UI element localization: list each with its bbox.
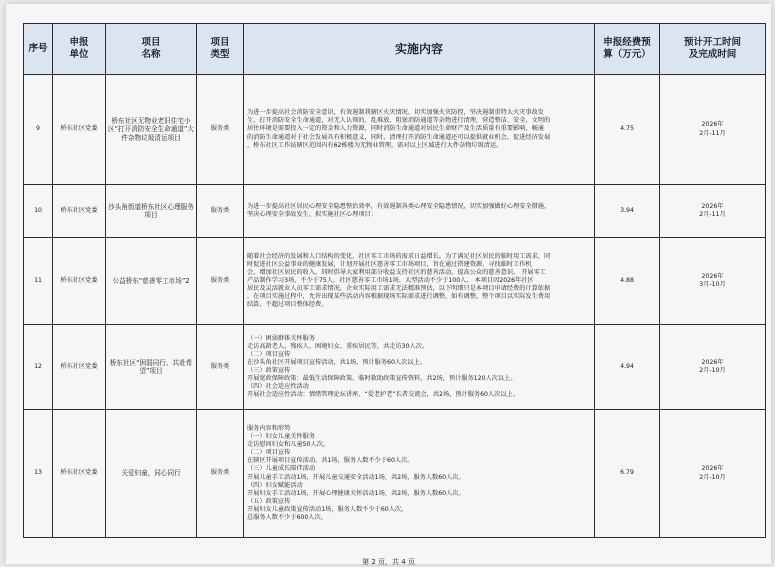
- content-line: 会，增加社区居民的收入，同时倡导大家利用部分收益支持社区的慈善活动，提高公众的慈善意识。 开展零工: [247, 268, 546, 276]
- row-no: 10: [24, 185, 53, 238]
- content-line: 时促进社区公益事业的健康发展，计划开展社区慈善零工市场项目，旨在通过搭建资源、寻找临时工作机: [247, 260, 532, 268]
- content-line: （五）政策宣传: [247, 497, 291, 505]
- content-line: 开展宽政保障政策：最低生活保障政策、临时救助政策宣传资料，共2场，预计服务120人次以上。: [247, 375, 517, 383]
- row-unit: 桥东社区党委: [53, 185, 106, 238]
- row-no: 9: [24, 75, 53, 185]
- row-time: 2026年 2月-10月: [660, 410, 766, 538]
- row-no: 11: [24, 238, 53, 325]
- row-no: 13: [24, 410, 53, 538]
- content-line: 走访高龄老人、残疾人、困境妇女、重疾居民等，共走访30人次。: [247, 342, 429, 350]
- content-line: （一）妇女儿童关怀服务: [247, 433, 316, 441]
- content-line: 开展妇女手工活动1场，开展心理健康关怀活动1场，共2场，服务人数60人次。: [247, 489, 465, 497]
- row-project-name: 关爱妇童，同心同行: [106, 410, 197, 538]
- row-time: 2026年 2月-11月: [660, 75, 766, 185]
- row-unit: 桥东社区党委: [53, 325, 106, 410]
- row-unit: 桥东社区党委: [53, 410, 106, 538]
- header-time: 预计开工时间 及完成时间: [660, 24, 766, 75]
- content-line: （三）儿童成长陪伴活动: [247, 465, 316, 473]
- content-line: （一）困弱群体关怀服务: [247, 334, 316, 342]
- content-line: 居民及灵活就业人员零工需求情况，企业实际用工需求无法精准预估，以下明细只是本项目申请经费的计算依据: [247, 285, 551, 293]
- header-type: 项目 类型: [197, 24, 244, 75]
- row-content: [244, 185, 595, 238]
- content-line: 为进一步提高社会消防安全意识，有效遏制我辖区火灾情况，切实加强火灾防控，坚决遏制重特大火灾事故发: [247, 109, 544, 117]
- row-no: 12: [24, 325, 53, 410]
- content-line: 服务内容和形势: [247, 424, 291, 432]
- row-project-name: 沙头角街道桥东社区心理服务项目: [106, 185, 197, 238]
- content-line: （四）妇女赋能活动: [247, 481, 303, 489]
- content-line: 的消防生命通道对于社会发展具有积极意义，同时，清理打开消防生命通道还可以提供就业机会，促进经济发展: [247, 133, 551, 141]
- content-line: 走访慰问妇女和儿童50人次。: [247, 441, 330, 449]
- table-row: [24, 185, 766, 238]
- row-type: 服务类: [197, 75, 244, 185]
- document-page: [6, 4, 771, 564]
- row-type: 服务类: [197, 325, 244, 410]
- row-project-name: 桥东社区无物业老旧住宅小区“打开消防安全生命通道”大件杂物垃圾清运项目: [106, 75, 197, 185]
- project-table: [23, 23, 766, 538]
- content-line: ，在项目实施过程中，允许出现某些活动内容根据现场实际需求进行调整，如有调整，整个项目以实际发生费用: [247, 293, 551, 301]
- row-type: 服务类: [197, 238, 244, 325]
- row-content: [244, 410, 595, 538]
- row-time: 2026年 2月-10月: [660, 325, 766, 410]
- content-line: 随着社会经济的发展和人口结构的变化，社区零工市场的需求日益增长。为了满足社区居民的临时用工需求，同: [247, 252, 551, 260]
- content-line: 居住环境是需要投入一定的资金和人力资源，同时消防生命通道对居民生命财产及生活质量有重要影响，畅通: [247, 125, 544, 133]
- page-number: 第 2 页，共 4 页: [362, 558, 415, 566]
- table-row: [24, 325, 766, 410]
- row-budget: 3.94: [595, 185, 660, 238]
- content-line: 生，打开消防安全生命通道，对无人认领的、乱堆放、阻塞消防通道等杂物进行清理，营造整洁、安全、文明的: [247, 117, 551, 125]
- row-budget: 4.94: [595, 325, 660, 410]
- content-line: （三）政策宣传: [247, 367, 291, 374]
- row-budget: 6.79: [595, 410, 660, 538]
- content-line: 在沙头角社区开展项目宣传活动，共1场，预计服务60人次以上。: [247, 358, 426, 366]
- header-budget: 申报经费预 算（万元）: [595, 24, 660, 75]
- table-row: [24, 238, 766, 325]
- row-time: 2026年 3月-10月: [660, 238, 766, 325]
- row-project-name: 公益桥东“慈善零工市场”2: [106, 238, 197, 325]
- row-type: 服务类: [197, 410, 244, 538]
- row-budget: 4.75: [595, 75, 660, 185]
- content-line: （四）社会适应性活动: [247, 383, 309, 391]
- header-name: 项目 名称: [106, 24, 197, 75]
- row-unit: 桥东社区党委: [53, 238, 106, 325]
- row-unit: 桥东社区党委: [53, 75, 106, 185]
- content-line: 结算，不超过项目整体经费。: [247, 301, 328, 309]
- content-line: 开展儿童手工活动1场，开展儿童交通安全活动1场，共2场，服务人数60人次。: [247, 473, 465, 481]
- row-project-name: 桥东社区“困弱同行、共赴希望”项目: [106, 325, 197, 410]
- content-line: （二）项目宣传: [247, 449, 291, 457]
- content-line: 为进一步提高社区居民心理安全隐患整治效率，有效遏制各类心理安全隐患情况，切实加强做好心理安全措施，: [247, 202, 551, 210]
- content-line: （二）项目宣传: [247, 350, 291, 358]
- row-content: [244, 75, 595, 185]
- row-type: 服务类: [197, 185, 244, 238]
- content-line: 产品制作学习3场，不少于75人，社区慈善零工市场1场，大型活动不少于100人。 本项目因2026年社区: [247, 276, 534, 284]
- header-content: 实施内容: [244, 24, 595, 75]
- row-time: 2026年 2月-11月: [660, 185, 766, 238]
- row-budget: 4.88: [595, 238, 660, 325]
- content-line: 开展妇女儿童政策宣传活动1场，服务人数不少于60人次。: [247, 505, 408, 513]
- table-row: [24, 75, 766, 185]
- content-line: ，桥东社区工作站辖区范围内有62栋楼为无物业管理，需对以上区域进行大件杂物垃圾清运。: [247, 141, 503, 149]
- table-row: [24, 410, 766, 538]
- content-line: 在辖区开展项目宣传活动，共1场，服务人数不少于60人次。: [247, 457, 414, 465]
- content-line: 坚决心理安全事故发生，拟实施社区心理项目：: [247, 211, 377, 218]
- header-no: 序号: [24, 24, 53, 75]
- row-content: [244, 325, 595, 410]
- content-line: 总服务人数不少于600人次。: [247, 513, 327, 521]
- content-line: 开展社会适应性活动：情绪管理论坛讲座、“爱老护老”长者交流会，共2场，预计服务60人次以上。: [247, 391, 519, 399]
- table-header-row: [24, 24, 766, 75]
- header-unit: 申报 单位: [53, 24, 106, 75]
- row-content: [244, 238, 595, 325]
